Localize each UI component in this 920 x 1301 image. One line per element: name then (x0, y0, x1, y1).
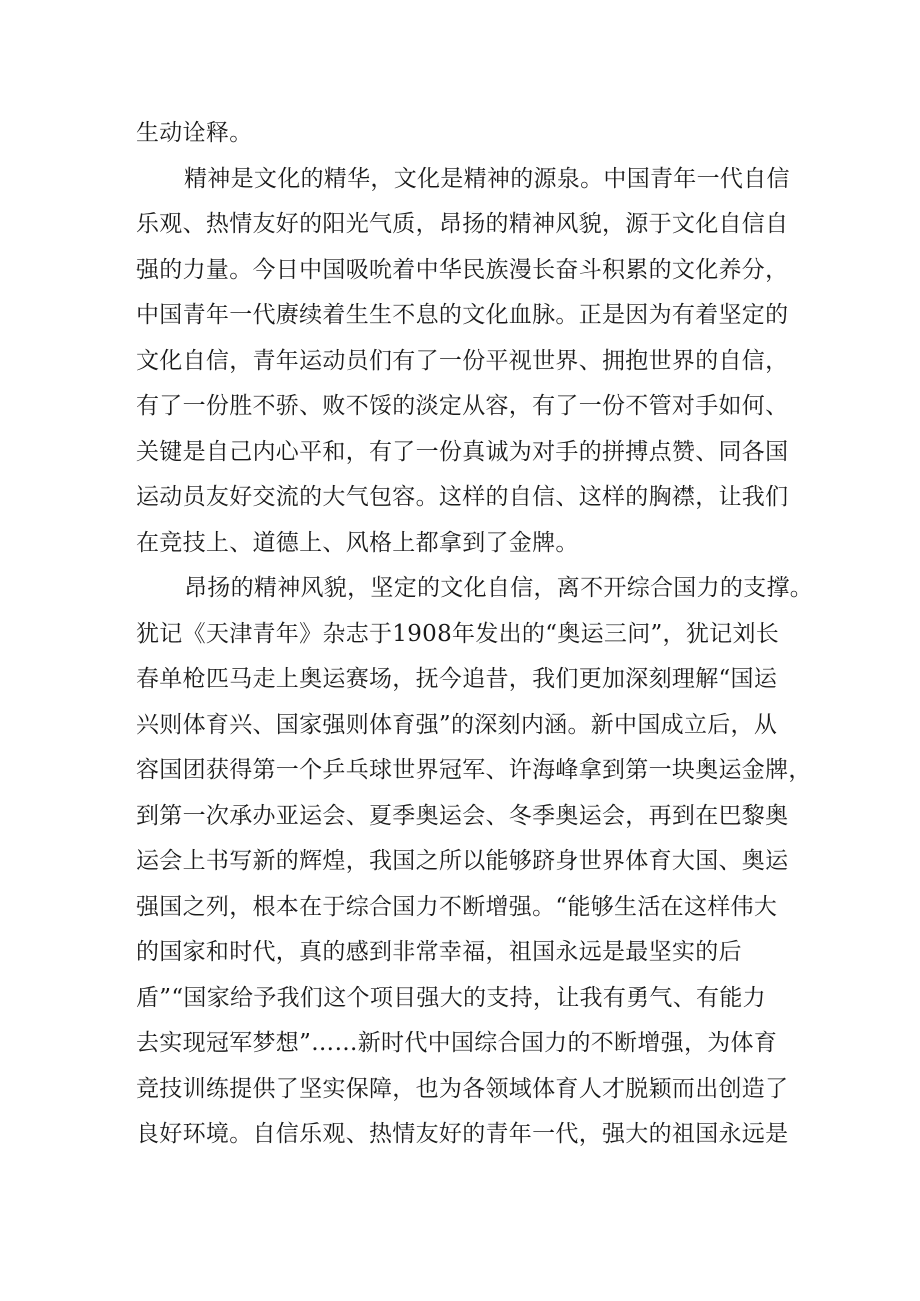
text-line: 春单枪匹马走上奥运赛场，抚今追昔，我们更加深刻理解“国运 (136, 666, 778, 692)
text-line: 犹记《天津青年》杂志于1908年发出的“奥运三问”，犹记刘长 (136, 620, 780, 647)
text-line: 生动诠释。 (136, 120, 253, 146)
text-line: 运动员友好交流的大气包容。这样的自信、这样的胸襟，让我们 (136, 484, 789, 510)
text-line: 乐观、热情友好的阳光气质，昂扬的精神风貌，源于文化自信自 (136, 211, 789, 237)
text-line: 良好环境。自信乐观、热情友好的青年一代，强大的祖国永远是 (136, 1121, 789, 1147)
text-line: 的国家和时代，真的感到非常幸福，祖国永远是最坚实的后 (136, 939, 742, 965)
text-line: 到第一次承办亚运会、夏季奥运会、冬季奥运会，再到在巴黎奥 (136, 802, 789, 829)
text-line: 容国团获得第一个乒乓球世界冠军、许海峰拿到第一块奥运金牌， (136, 757, 812, 783)
text-line: 中国青年一代赓续着生生不息的文化血脉。正是因为有着坚定的 (136, 302, 789, 328)
paragraph-first-line: 昂扬的精神风貌，坚定的文化自信，离不开综合国力的支撑。 (184, 575, 814, 601)
text-line: 盾”“国家给予我们这个项目强大的支持，让我有勇气、有能力 (136, 984, 766, 1011)
paragraph-first-line: 精神是文化的精华，文化是精神的源泉。中国青年一代自信 (184, 165, 790, 192)
text-line: 强的力量。今日中国吸吮着中华民族漫长奋斗积累的文化养分， (136, 256, 789, 283)
text-line: 文化自信，青年运动员们有了一份平视世界、拥抱世界的自信， (136, 347, 789, 374)
text-line: 竞技训练提供了坚实保障，也为各领域体育人才脱颖而出创造了 (136, 1075, 789, 1102)
text-line: 在竞技上、道德上、风格上都拿到了金牌。 (136, 529, 579, 556)
text-line: 运会上书写新的辉煌，我国之所以能够跻身世界体育大国、奥运 (136, 848, 789, 874)
text-line: 去实现冠军梦想”……新时代中国综合国力的不断增强，为体育 (136, 1030, 778, 1056)
text-line: 有了一份胜不骄、败不馁的淡定从容，有了一份不管对手如何、 (136, 393, 789, 419)
article-body (136, 111, 814, 1158)
text-line: 强国之列，根本在于综合国力不断增强。“能够生活在这样伟大 (136, 893, 778, 920)
text-line: 兴则体育兴、国家强则体育强”的深刻内涵。新中国成立后，从 (136, 711, 778, 738)
text-line: 关键是自己内心平和，有了一份真诚为对手的拼搏点赞、同各国 (136, 438, 789, 465)
